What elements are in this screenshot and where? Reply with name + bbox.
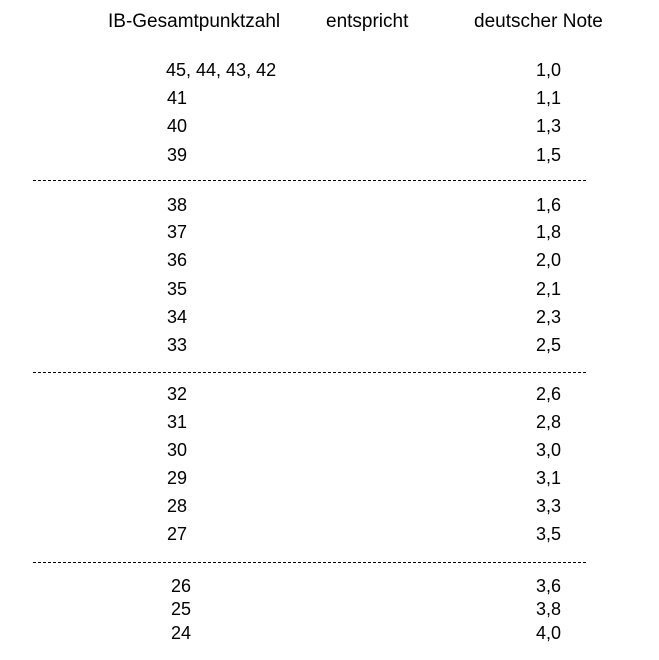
group-separator xyxy=(33,372,586,373)
table-row xyxy=(0,621,659,645)
german-grade-cell: 1,5 xyxy=(536,145,562,165)
table-row xyxy=(0,438,659,462)
table-row xyxy=(0,248,659,272)
german-grade-cell: 3,3 xyxy=(536,496,562,516)
german-grade-cell: 2,3 xyxy=(536,307,562,327)
table-row xyxy=(0,494,659,518)
group-separator xyxy=(33,562,586,563)
table-row xyxy=(0,277,659,301)
german-grade-cell: 4,0 xyxy=(536,623,562,643)
header-german-grade: deutscher Note xyxy=(474,11,603,32)
ib-points-cell: 36 xyxy=(167,250,188,270)
ib-points-cell: 26 xyxy=(171,576,192,596)
group-separator xyxy=(33,180,586,181)
ib-points-cell: 31 xyxy=(167,412,188,432)
table-row xyxy=(0,522,659,546)
german-grade-cell: 1,1 xyxy=(536,88,562,108)
german-grade-cell: 2,8 xyxy=(536,412,562,432)
ib-points-cell: 38 xyxy=(167,195,188,215)
table-row xyxy=(0,114,659,138)
table-row xyxy=(0,143,659,167)
ib-points-cell: 37 xyxy=(167,222,188,242)
ib-points-cell: 39 xyxy=(167,145,188,165)
german-grade-cell: 1,6 xyxy=(536,195,562,215)
table-row xyxy=(0,574,659,598)
ib-points-cell: 32 xyxy=(167,384,188,404)
german-grade-cell: 3,8 xyxy=(536,599,562,619)
table-row xyxy=(0,466,659,490)
ib-points-cell: 25 xyxy=(171,599,192,619)
table-row xyxy=(0,220,659,244)
ib-points-cell: 35 xyxy=(167,279,188,299)
german-grade-cell: 2,6 xyxy=(536,384,562,404)
header-corresponds: entspricht xyxy=(326,11,409,32)
ib-points-cell: 29 xyxy=(167,468,188,488)
table-row xyxy=(0,410,659,434)
table-row xyxy=(0,86,659,110)
ib-points-cell: 33 xyxy=(167,335,188,355)
table-row xyxy=(0,597,659,621)
german-grade-cell: 1,0 xyxy=(536,60,562,80)
german-grade-cell: 2,0 xyxy=(536,250,562,270)
ib-points-cell: 40 xyxy=(167,116,188,136)
table-row xyxy=(0,333,659,357)
ib-points-cell: 27 xyxy=(167,524,188,544)
german-grade-cell: 3,5 xyxy=(536,524,562,544)
german-grade-cell: 1,8 xyxy=(536,222,562,242)
german-grade-cell: 1,3 xyxy=(536,116,562,136)
german-grade-cell: 2,1 xyxy=(536,279,562,299)
ib-points-cell: 41 xyxy=(167,88,188,108)
header-ib-points: IB-Gesamtpunktzahl xyxy=(108,11,281,32)
ib-points-cell: 24 xyxy=(171,623,192,643)
ib-points-cell: 30 xyxy=(167,440,188,460)
ib-points-cell: 34 xyxy=(167,307,188,327)
table-row xyxy=(0,58,659,82)
german-grade-cell: 2,5 xyxy=(536,335,562,355)
table-row xyxy=(0,305,659,329)
german-grade-cell: 3,0 xyxy=(536,440,562,460)
table-row xyxy=(0,193,659,217)
german-grade-cell: 3,6 xyxy=(536,576,562,596)
german-grade-cell: 3,1 xyxy=(536,468,562,488)
ib-points-cell: 28 xyxy=(167,496,188,516)
table-row xyxy=(0,382,659,406)
ib-points-cell: 45, 44, 43, 42 xyxy=(166,60,277,80)
